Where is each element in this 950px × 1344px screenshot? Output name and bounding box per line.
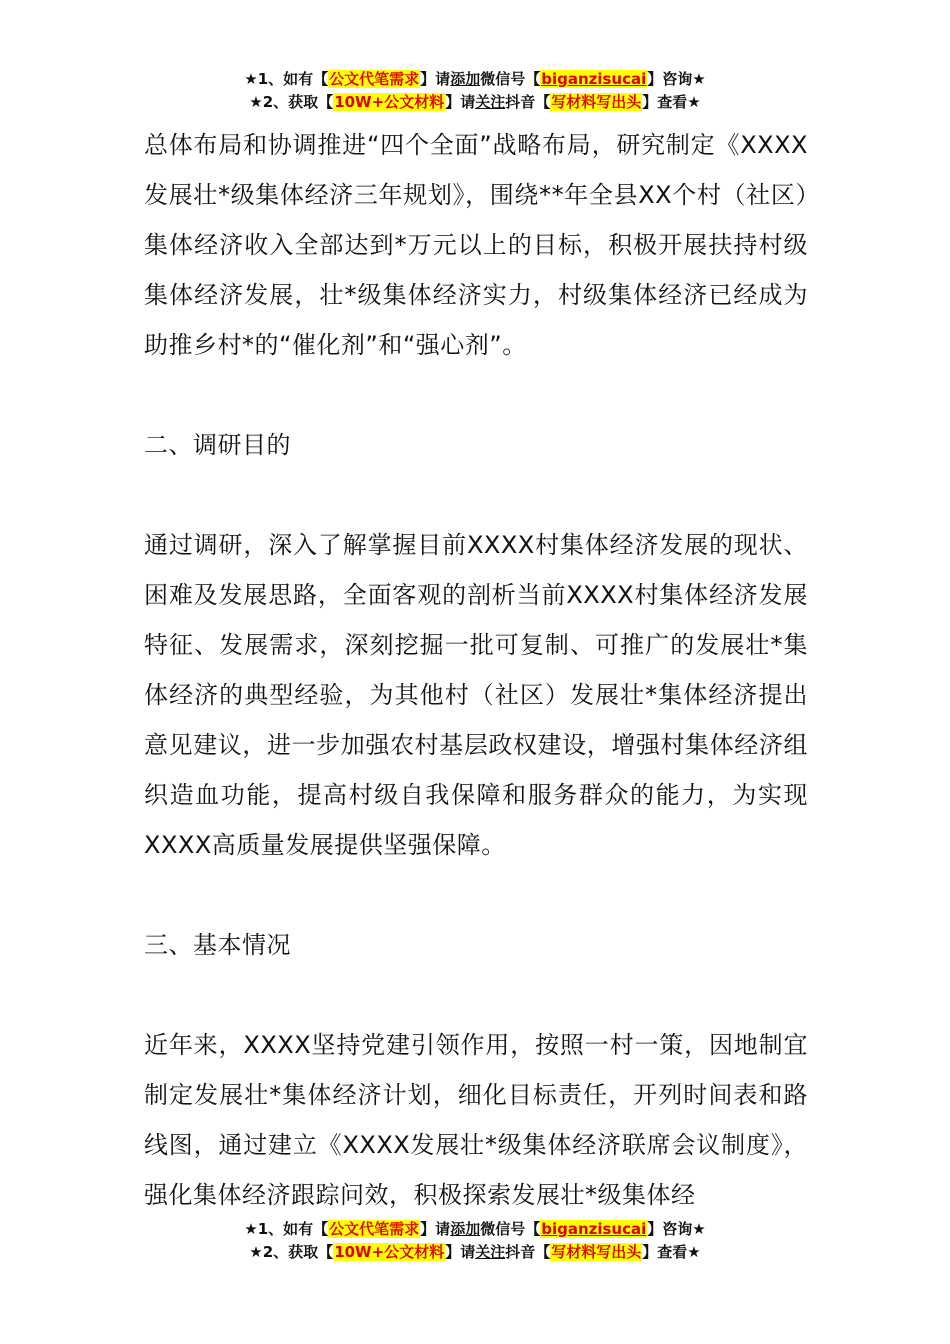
banner-text: ★1、如有【	[244, 70, 329, 88]
banner-line-2	[0, 1241, 950, 1264]
top-banner	[0, 68, 950, 114]
service-highlight: 公文代笔需求	[329, 70, 420, 88]
banner-text: 抖音【	[505, 1243, 551, 1261]
banner-text: 抖音【	[505, 93, 551, 111]
spacer	[144, 870, 808, 920]
bottom-banner	[0, 1218, 950, 1264]
section-heading-3: 三、基本情况	[144, 931, 291, 959]
paragraph-intro: 总体布局和协调推进“四个全面”战略布局，研究制定《XXXX发展壮*级集体经济三年规划》，围绕**年全县XX个村（社区）集体经济收入全部达到*万元以上的目标，积极开展扶持村级集体经济发展，壮*级集体经济实力，村级集体经济已经成为助推乡村*的“催化剂”和“强心剂”。	[144, 131, 808, 359]
banner-text: 微信号【	[480, 70, 541, 88]
banner-text: ★2、获取【	[249, 93, 334, 111]
spacer	[144, 370, 808, 420]
banner-text: 】请	[445, 93, 476, 111]
banner-emphasis: 添加	[450, 1220, 481, 1238]
spacer	[144, 970, 808, 1020]
wechat-id-link[interactable]: biganzisucai	[541, 1220, 647, 1238]
service-highlight: 公文代笔需求	[329, 1220, 420, 1238]
paragraph-basic-situation: 近年来，XXXX坚持党建引领作用，按照一村一策，因地制宜制定发展壮*集体经济计划，细化目标责任，开列时间表和路线图，通过建立《XXXX发展壮*级集体经济联席会议制度》，强化集体经济跟踪问效，积极探索发展壮*级集体经	[144, 1031, 808, 1209]
banner-emphasis: 关注	[475, 1243, 506, 1261]
banner-line-1	[0, 1218, 950, 1241]
wechat-id-link[interactable]: biganzisucai	[541, 70, 647, 88]
banner-text: 】请	[420, 70, 451, 88]
douyin-account-highlight: 写材料写出头	[551, 1243, 642, 1261]
banner-line-2	[0, 91, 950, 114]
banner-emphasis: 添加	[450, 70, 481, 88]
banner-text: 】咨询★	[647, 70, 706, 88]
banner-text: 】请	[445, 1243, 476, 1261]
banner-text: 】请	[420, 1220, 451, 1238]
banner-line-1	[0, 68, 950, 91]
banner-text: 】咨询★	[647, 1220, 706, 1238]
section-heading-2: 二、调研目的	[144, 431, 291, 459]
banner-text: ★1、如有【	[244, 1220, 329, 1238]
banner-emphasis: 关注	[475, 93, 506, 111]
banner-text: 】查看★	[642, 93, 701, 111]
spacer	[144, 470, 808, 520]
banner-text: 微信号【	[480, 1220, 541, 1238]
banner-text: ★2、获取【	[249, 1243, 334, 1261]
douyin-account-highlight: 写材料写出头	[551, 93, 642, 111]
banner-text: 】查看★	[642, 1243, 701, 1261]
document-body	[144, 120, 808, 1220]
material-highlight: 10W+公文材料	[334, 1243, 445, 1261]
paragraph-research-purpose: 通过调研，深入了解掌握目前XXXX村集体经济发展的现状、困难及发展思路，全面客观的剖析当前XXXX村集体经济发展特征、发展需求，深刻挖掘一批可复制、可推广的发展壮*集体经济的典型经验，为其他村（社区）发展壮*集体经济提出意见建议，进一步加强农村基层政权建设，增强村集体经济组织造血功能，提高村级自我保障和服务群众的能力，为实现XXXX高质量发展提供坚强保障。	[144, 531, 808, 859]
material-highlight: 10W+公文材料	[334, 93, 445, 111]
